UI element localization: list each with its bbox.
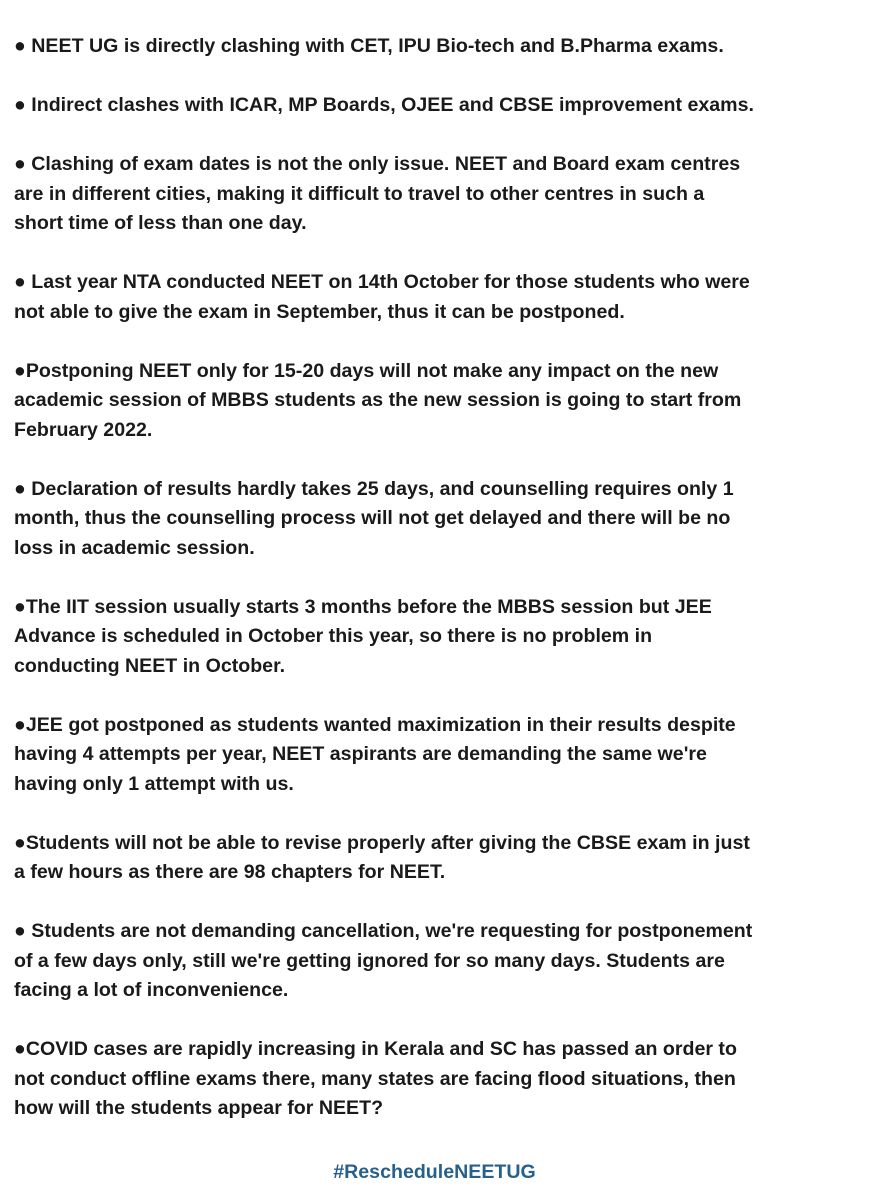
bullet-point-3	[14, 150, 869, 239]
bullet-line: month, thus the counselling process will not get delayed and there will be no	[14, 507, 731, 529]
bullet-line: ● Students are not demanding cancellation, we're requesting for postponement	[14, 920, 753, 942]
bullet-point-2	[14, 91, 869, 121]
bullet-point-7	[14, 593, 869, 682]
bullet-line: ●COVID cases are rapidly increasing in Kerala and SC has passed an order to	[14, 1038, 737, 1060]
bullet-point-4	[14, 268, 869, 327]
bullet-line: are in different cities, making it difficult to travel to other centres in such a	[14, 182, 705, 205]
bullet-list	[14, 32, 869, 1124]
bullet-line: ●The IIT session usually starts 3 months before the MBBS session but JEE	[14, 595, 712, 618]
bullet-line: facing a lot of inconvenience.	[14, 979, 289, 1001]
bullet-line: ● Declaration of results hardly takes 25 days, and counselling requires only 1	[14, 477, 734, 500]
bullet-line: a few hours as there are 98 chapters for NEET.	[14, 861, 446, 883]
bullet-line: having only 1 attempt with us.	[14, 772, 294, 795]
bullet-line: how will the students appear for NEET?	[14, 1097, 384, 1119]
bullet-line: ● Clashing of exam dates is not the only issue. NEET and Board exam centres	[14, 153, 741, 175]
bullet-line: having 4 attempts per year, NEET aspirants are demanding the same we're	[14, 743, 707, 765]
bullet-line: short time of less than one day.	[14, 212, 307, 234]
bullet-point-1	[14, 32, 869, 62]
bullet-line: ● Indirect clashes with ICAR, MP Boards, OJEE and CBSE improvement exams.	[14, 94, 754, 116]
hashtag-link[interactable]: #RescheduleNEETUG	[333, 1161, 536, 1183]
bullet-line: ●Postponing NEET only for 15-20 days will not make any impact on the new	[14, 359, 719, 382]
bullet-line: loss in academic session.	[14, 536, 255, 559]
bullet-point-10	[14, 917, 869, 1006]
bullet-line: February 2022.	[14, 418, 153, 441]
bullet-point-6	[14, 475, 869, 564]
bullet-line: conducting NEET in October.	[14, 654, 286, 677]
bullet-point-11	[14, 1035, 869, 1124]
bullet-line: academic session of MBBS students as the new session is going to start from	[14, 389, 742, 411]
bullet-line: ●Students will not be able to revise properly after giving the CBSE exam in just	[14, 831, 750, 854]
bullet-point-5	[14, 357, 869, 446]
bullet-line: of a few days only, still we're getting ignored for so many days. Students are	[14, 949, 725, 972]
bullet-line: not able to give the exam in September, thus it can be postponed.	[14, 300, 625, 323]
bullet-point-9	[14, 829, 869, 888]
bullet-line: ● Last year NTA conducted NEET on 14th October for those students who were	[14, 271, 750, 293]
bullet-line: ● NEET UG is directly clashing with CET, IPU Bio-tech and B.Pharma exams.	[14, 35, 724, 57]
bullet-line: ●JEE got postponed as students wanted maximization in their results despite	[14, 713, 736, 736]
bullet-point-8	[14, 711, 869, 800]
bullet-line: Advance is scheduled in October this year, so there is no problem in	[14, 625, 653, 647]
bullet-line: not conduct offline exams there, many states are facing flood situations, then	[14, 1067, 736, 1090]
